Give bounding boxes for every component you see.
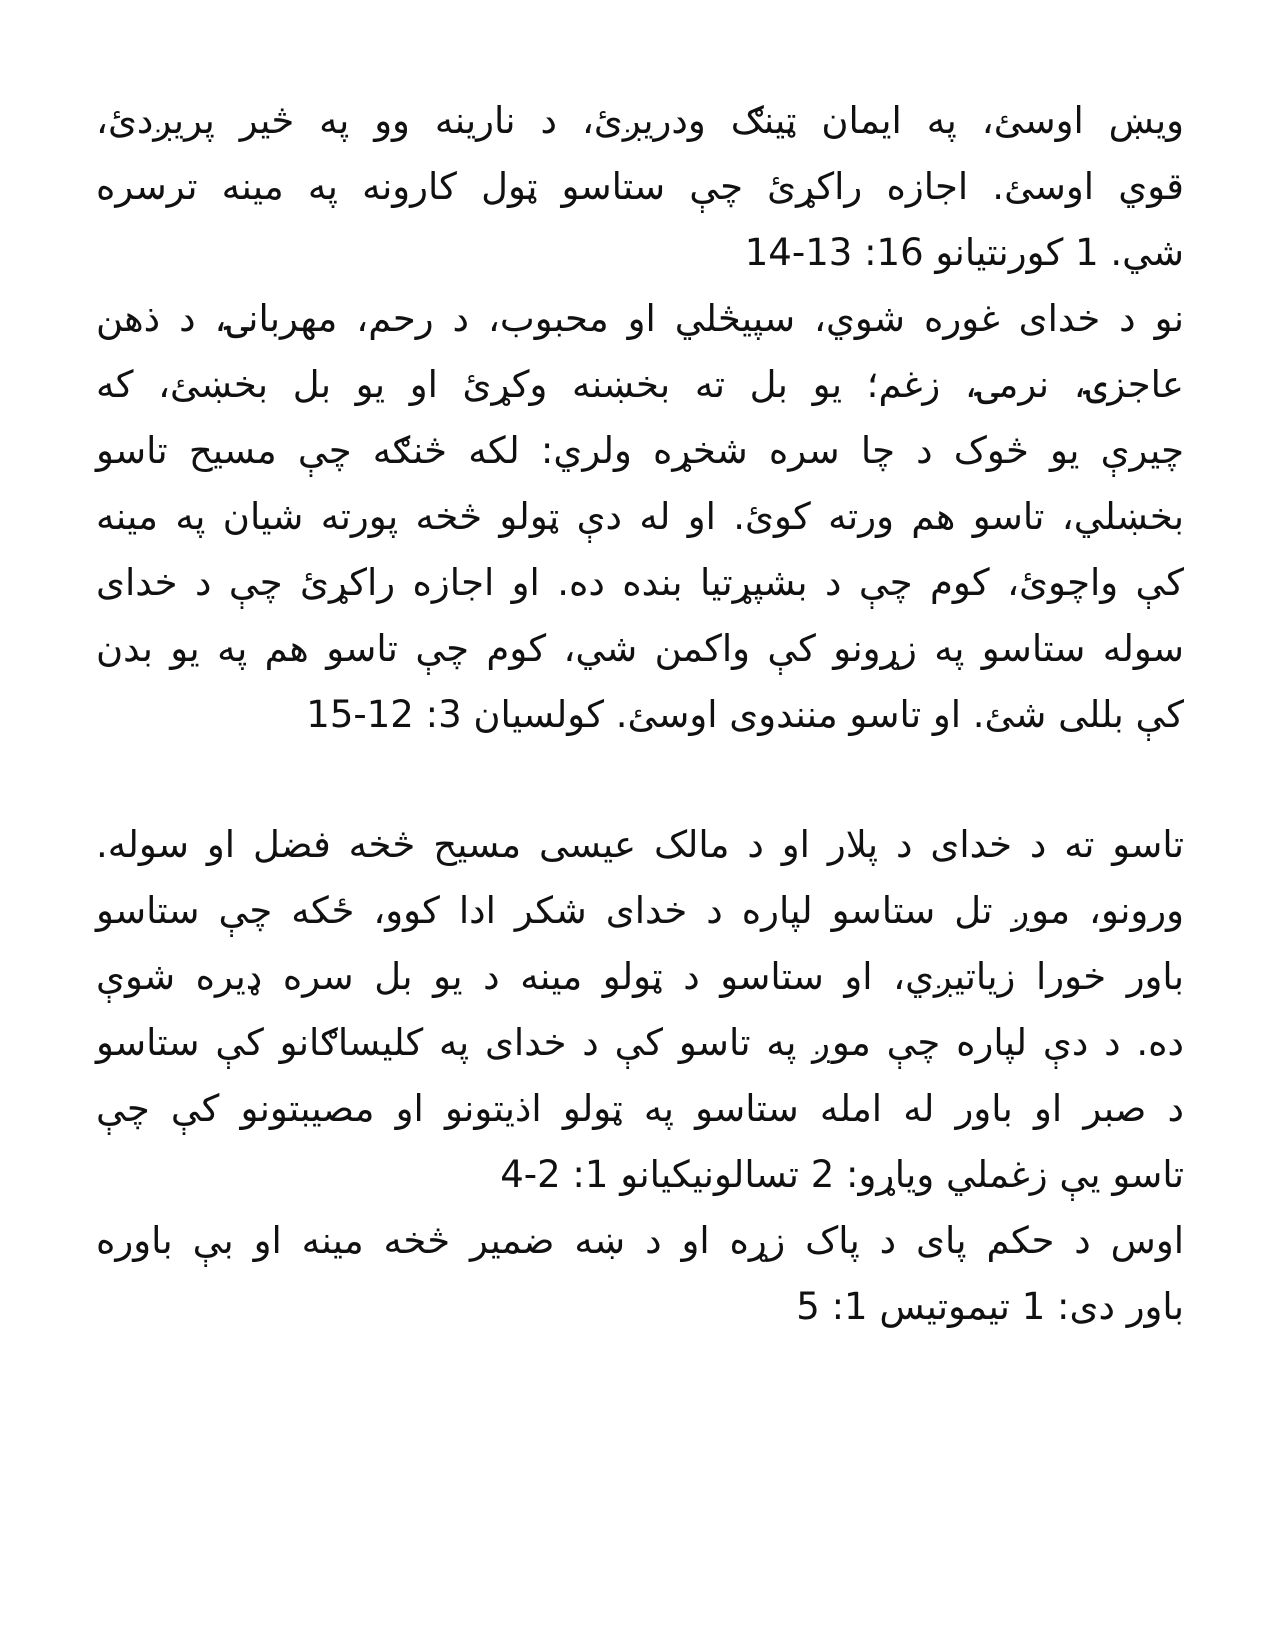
text-line: بخښلي، تاسو هم ورته کوئ. او له دې ټولو څخه پورته شیان په مینه — [96, 495, 1184, 538]
text-line: تاسو یې زغملي ویاړو: 2 تسالونیکیانو 1: 2-4 — [500, 1153, 1184, 1196]
text-line: تاسو ته د خدای د پلار او د مالک عیسی مسیح څخه فضل او سوله. — [96, 823, 1184, 866]
text-line: د صبر او باور له امله ستاسو په ټولو اذیتونو او مصیبتونو کې چې — [96, 1087, 1184, 1130]
paragraph-1-timothy-1 — [96, 1208, 1184, 1340]
paragraph-spacer — [96, 748, 1184, 812]
text-line: کې بللی شئ. او تاسو منندوی اوسئ. کولسیان 3: 12-15 — [306, 693, 1184, 736]
text-line: کې واچوئ، کوم چې د بشپړتیا بنده ده. او اجازه راکړئ چې د خدای — [96, 561, 1184, 604]
paragraph-colossians-3 — [96, 286, 1184, 748]
text-line: شي. 1 کورنتیانو 16: 13-14 — [744, 231, 1184, 274]
text-line: ده. د دې لپاره چې موږ په تاسو کې د خدای په کلیساګانو کې ستاسو — [96, 1021, 1184, 1064]
text-line: قوي اوسئ. اجازه راکړئ چې ستاسو ټول کارونه په مینه ترسره — [96, 165, 1184, 208]
text-line: اوس د حکم پای د پاک زړه او د ښه ضمیر څخه مینه او بې باوره — [96, 1219, 1184, 1262]
document-body — [96, 88, 1184, 1340]
text-line: ویښ اوسئ، په ایمان ټینګ ودریږئ، د نارینه وو په څیر پریږدئ، — [96, 99, 1184, 142]
text-line: عاجزۍ، نرمۍ، زغم؛ یو بل ته بخښنه وکړئ او یو بل بخښئ، که — [96, 363, 1184, 406]
text-line: سوله ستاسو په زړونو کې واکمن شي، کوم چې تاسو هم په یو بدن — [96, 627, 1184, 670]
text-line: ورونو، موږ تل ستاسو لپاره د خدای شکر ادا کوو، ځکه چې ستاسو — [96, 889, 1184, 932]
text-line: نو د خدای غوره شوي، سپیڅلي او محبوب، د رحم، مهربانۍ، د ذهن — [96, 297, 1184, 340]
text-line: باور دی: 1 تیموتیس 1: 5 — [796, 1285, 1184, 1328]
text-line: باور خورا زیاتیږي، او ستاسو د ټولو مینه د یو بل سره ډیره شوې — [96, 955, 1184, 998]
paragraph-2-thessalonians-1 — [96, 812, 1184, 1208]
text-line: چیرې یو څوک د چا سره شخړه ولري: لکه څنګه چې مسیح تاسو — [96, 429, 1184, 472]
paragraph-1-corinthians-16 — [96, 88, 1184, 286]
